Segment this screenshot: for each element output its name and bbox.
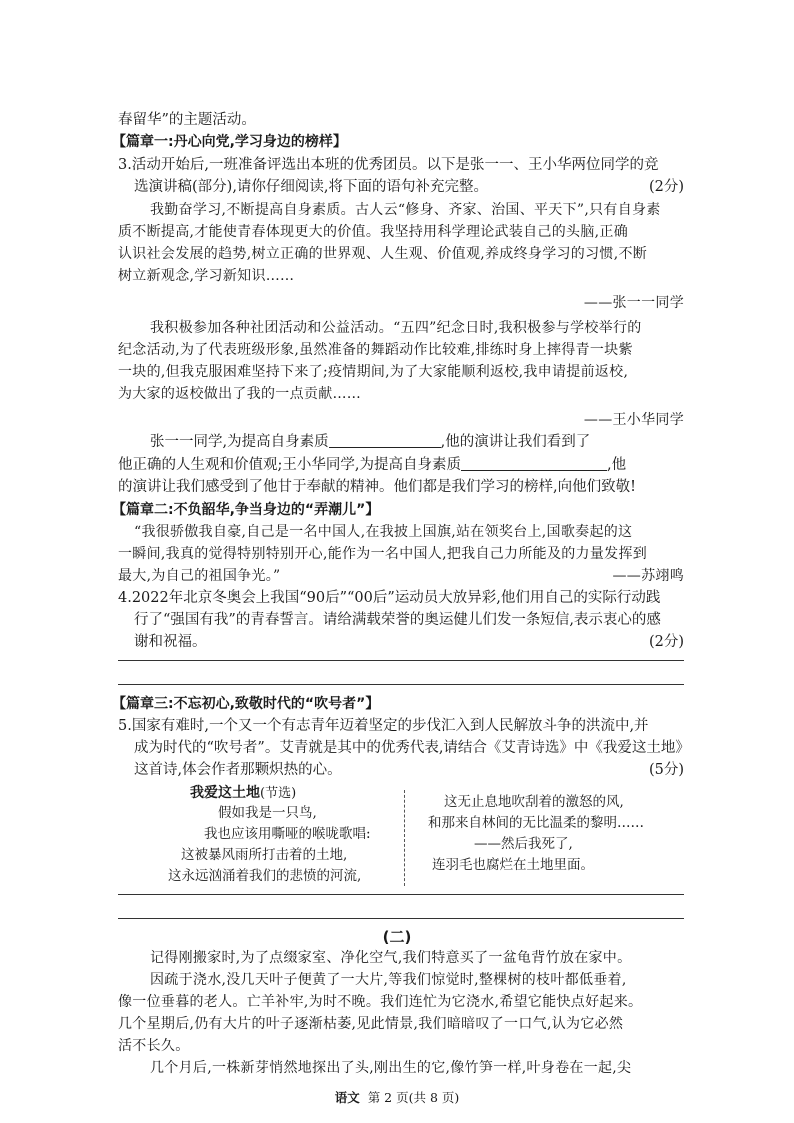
q5-score: (5分) — [648, 762, 684, 778]
answer-blank-1[interactable] — [329, 432, 441, 448]
speech2-line-4: 为大家的返校做出了我的一点贡献…… — [118, 386, 362, 402]
quote-line-3: 最大,为自己的祖国争光。” — [118, 568, 281, 584]
q3-score: (2分) — [648, 179, 684, 195]
part2-line-5: 活不长久。 — [118, 1038, 190, 1054]
footer-subject: 语文 — [334, 1090, 360, 1105]
poem-right-line-1: 这无止息地吹刮着的激怒的风, — [444, 794, 624, 810]
quote-line-2: 一瞬间,我真的觉得特别特别开心,能作为一名中国人,把我自己力所能及的力量发挥到 — [118, 546, 648, 562]
speech1-line-2: 质不断提高,才能使青春体现更大的价值。我坚持用科学理论武装自己的头脑,正确 — [118, 224, 628, 240]
q4-score: (2分) — [648, 634, 684, 650]
q4-line-1: 4.2022年北京冬奥会上我国“90后”“00后”运动员大放异彩,他们用自己的实际行动践 — [118, 590, 661, 606]
fill-line-2 — [118, 455, 684, 475]
speech2-line-2: 纪念活动,为了代表班级形象,虽然准备的舞蹈动作比较难,排练时身上摔得青一块紫 — [118, 342, 633, 358]
speech2-signature: ——王小华同学 — [583, 412, 684, 428]
poem-left-line-3: 这被暴风雨所打击着的土地, — [181, 847, 348, 863]
page-footer — [0, 1088, 794, 1106]
chapter3-heading: 【篇章三:不忘初心,致敬时代的“吹号者”】 — [112, 696, 380, 712]
speech1-signature: ——张一一同学 — [583, 295, 684, 311]
poem-left-line-1: 假如我是一只鸟, — [218, 805, 317, 821]
q5-line-2: 成为时代的“吹号者”。艾青就是其中的优秀代表,请结合《艾青诗选》中《我爱这土地》 — [134, 740, 690, 756]
part2-title: (二) — [382, 928, 412, 946]
part2-line-2: 因疏于浇水,没几天叶子便黄了一大片,等我们惊觉时,整棵树的枝叶都低垂着, — [150, 972, 627, 988]
speech2-line-3: 一块的,但我克服困难坚持下来了;疫情期间,为了大家能顺利返校,我申请提前返校, — [118, 364, 629, 380]
fill-text-a: 张一一同学,为提高自身素质 — [150, 434, 329, 450]
fill-text-c: 他正确的人生观和价值观;王小华同学,为提高自身素质 — [118, 457, 461, 473]
poem-title — [190, 782, 296, 802]
speech1-line-4: 树立新观念,学习新知识…… — [118, 268, 295, 284]
answer-line-q5-2[interactable] — [118, 918, 684, 919]
q3-line-1: 3.活动开始后,一班准备评选出本班的优秀团员。以下是张一一、王小华两位同学的竞 — [118, 157, 659, 173]
part2-line-1: 记得刚搬家时,为了点缀家室、净化空气,我们特意买了一盆龟背竹放在家中。 — [150, 950, 632, 966]
fill-line-1 — [150, 432, 716, 452]
q3-line-2: 选演讲稿(部分),请你仔细阅读,将下面的语句补充完整。 — [134, 179, 489, 195]
poem-left-line-4: 这永远汹涌着我们的悲愤的河流, — [168, 868, 362, 884]
speech1-line-1: 我勤奋学习,不断提高自身素质。古人云“修身、齐家、治国、平天下”,只有自身素 — [150, 202, 661, 218]
poem-subtitle: (节选) — [260, 786, 297, 801]
answer-blank-2[interactable] — [461, 455, 607, 471]
answer-line-q4-2[interactable] — [118, 684, 684, 685]
chapter2-heading: 【篇章二:不负韶华,争当身边的“弄潮儿”】 — [112, 502, 380, 518]
part2-line-6: 几个月后,一株新芽悄然地探出了头,刚出生的它,像竹笋一样,叶身卷在一起,尖 — [150, 1060, 632, 1076]
intro-line: 春留华”的主题活动。 — [118, 112, 256, 128]
speech2-line-1: 我积极参加各种社团活动和公益活动。“五四”纪念日时,我积极参与学校举行的 — [150, 320, 642, 336]
fill-line-3: 的演讲让我们感受到了他甘于奉献的精神。他们都是我们学习的榜样,向他们致敬! — [118, 479, 636, 495]
chapter1-heading: 【篇章一:丹心向党,学习身边的榜样】 — [112, 134, 347, 150]
fill-text-d: ,他 — [607, 457, 627, 473]
poem-right-line-2: 和那来自林间的无比温柔的黎明…… — [428, 815, 644, 831]
poem-title-text: 我爱这土地 — [190, 785, 260, 801]
answer-line-q4-1[interactable] — [118, 660, 684, 661]
poem-right-line-3: ——然后我死了, — [474, 836, 573, 852]
poem-right-line-4: 连羽毛也腐烂在土地里面。 — [432, 857, 594, 873]
q4-line-3: 谢和祝福。 — [134, 634, 207, 650]
q5-line-1: 5.国家有难时,一个又一个有志青年迈着坚定的步伐汇入到人民解放斗争的洪流中,并 — [118, 718, 649, 734]
fill-text-b: ,他的演讲让我们看到了 — [440, 434, 591, 450]
q5-line-3: 这首诗,体会作者那颗炽热的心。 — [134, 762, 342, 778]
part2-line-3: 像一位垂暮的老人。亡羊补牢,为时不晚。我们连忙为它浇水,希望它能快点好起来。 — [118, 994, 643, 1010]
speech1-line-3: 认识社会发展的趋势,树立正确的世界观、人生观、价值观,养成终身学习的习惯,不断 — [118, 246, 648, 262]
poem-left-line-2: 我也应该用嘶哑的喉咙歌唱: — [204, 826, 371, 842]
part2-line-4: 几个星期后,仍有大片的叶子逐渐枯萎,见此情景,我们暗暗叹了一口气,认为它必然 — [118, 1016, 624, 1032]
q4-line-2: 行了“强国有我”的青春誓言。请给满载荣誉的奥运健儿们发一条短信,表示衷心的感 — [134, 612, 661, 628]
footer-page: 第 2 页(共 8 页) — [367, 1090, 460, 1105]
answer-line-q5-1[interactable] — [118, 894, 684, 895]
poem-divider — [404, 790, 405, 886]
quote-signature: ——苏翊鸣 — [612, 568, 684, 584]
quote-line-1: “我很骄傲我自豪,自己是一名中国人,在我披上国旗,站在领奖台上,国歌奏起的这 — [134, 524, 633, 540]
